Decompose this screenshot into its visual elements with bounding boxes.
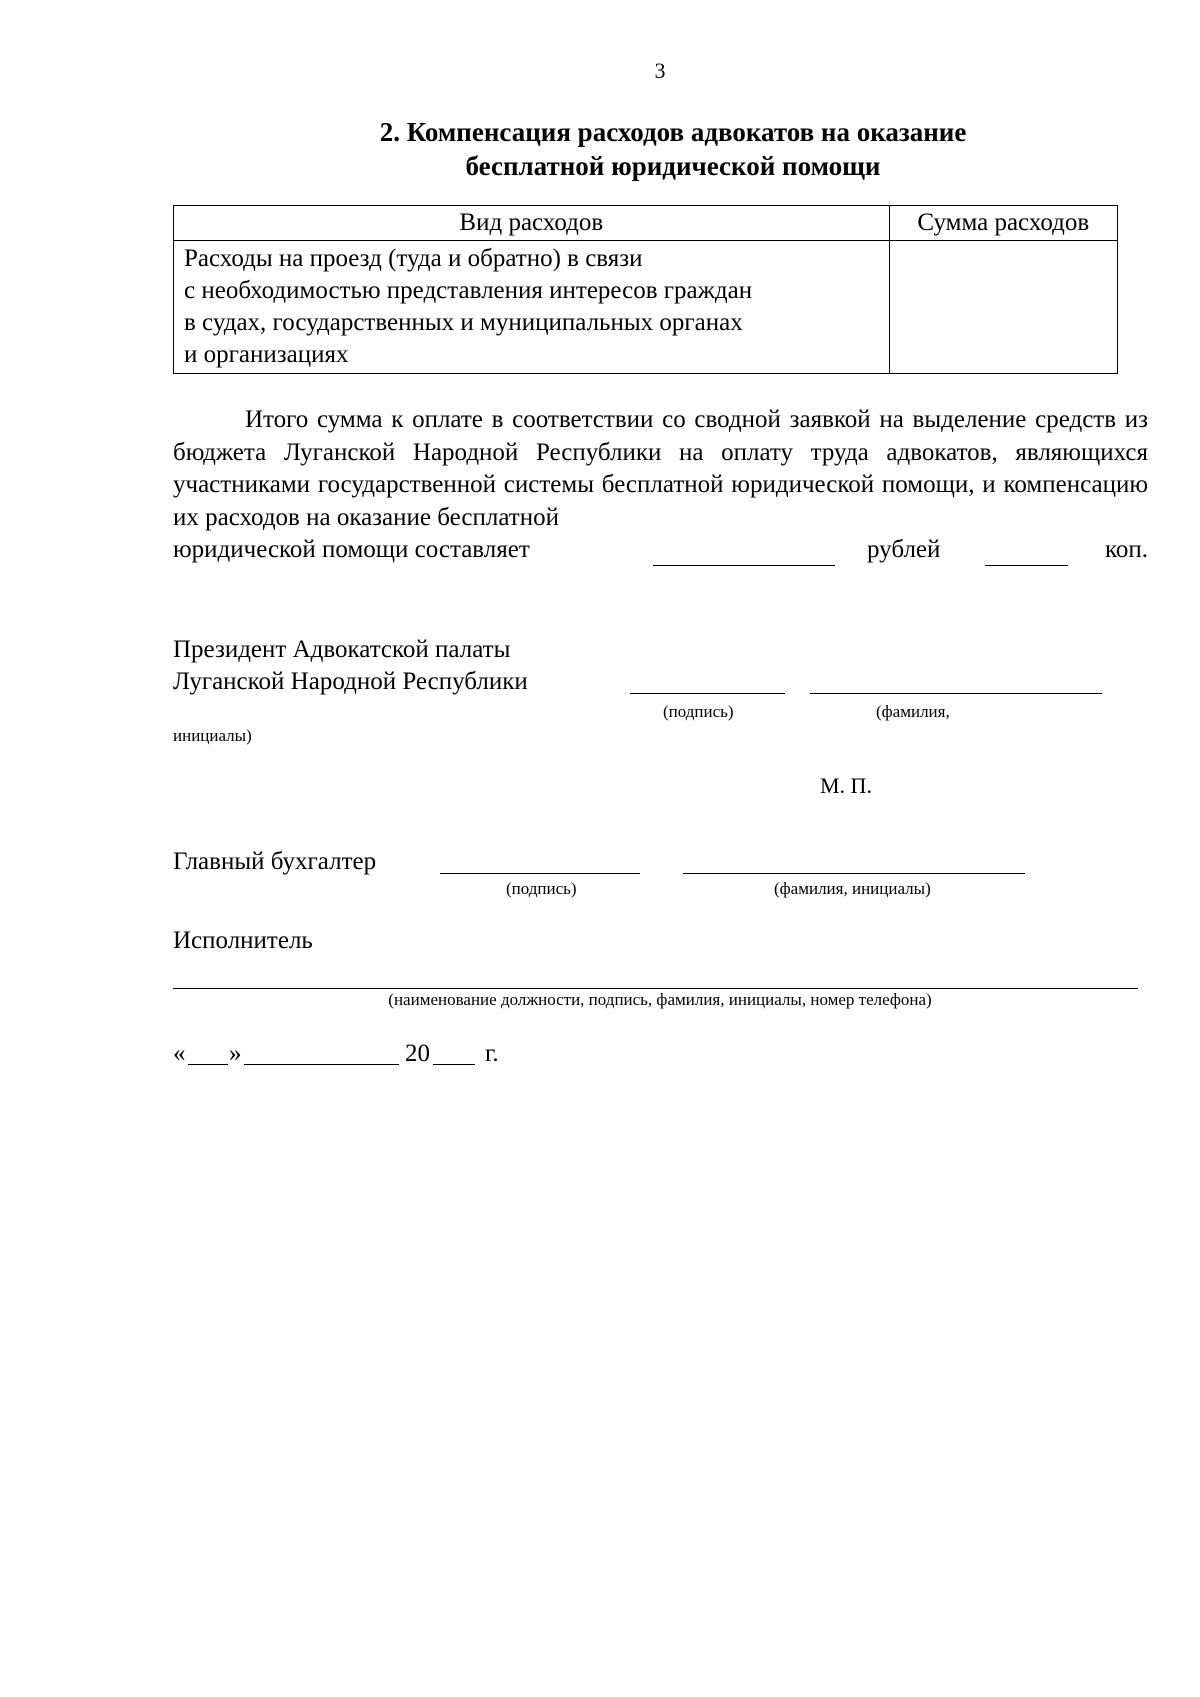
date-year-field[interactable] <box>433 1044 475 1065</box>
date-month-field[interactable] <box>244 1044 399 1065</box>
president-title-line-2: Луганской Народной Республики <box>173 668 528 695</box>
total-paragraph: Итого сумма к оплате в соответствии со сводной заявкой на выделение средств из бюджета Луганской Народной Республики на оплату труда адвокатов, являющихся участниками государственной системы бесплатной юридической помощи, и компенсацию их расходов на оказание бесплатной <box>173 406 1148 531</box>
page-number: 3 <box>654 58 666 83</box>
date-day-field[interactable] <box>188 1044 228 1065</box>
accountant-surname-caption: (фамилия, инициалы) <box>774 879 931 898</box>
rubles-amount-field[interactable] <box>653 565 835 566</box>
president-surname-caption-continued: инициалы) <box>173 726 252 745</box>
date-year-suffix: г. <box>485 1040 499 1067</box>
date-open-quote: « <box>173 1040 186 1067</box>
accountant-signature-field[interactable] <box>440 853 640 874</box>
table-header-row <box>174 206 1118 241</box>
expense-type-line: с необходимостью представления интересов граждан <box>184 277 753 304</box>
date-year-prefix: 20 <box>405 1040 430 1067</box>
president-surname-caption: (фамилия, <box>876 702 950 721</box>
header-expense-type: Вид расходов <box>174 206 890 241</box>
accountant-surname-field[interactable] <box>683 853 1025 874</box>
executor-field[interactable] <box>173 968 1138 989</box>
chief-accountant-label: Главный бухгалтер <box>173 848 377 875</box>
date-close-quote: » <box>229 1040 242 1067</box>
section-title-line-1: 2. Компенсация расходов адвокатов на оказание <box>379 117 967 147</box>
section-title <box>173 115 1173 183</box>
president-signature-field[interactable] <box>630 673 785 694</box>
kopecks-label: коп. <box>1104 536 1148 563</box>
total-last-line-text: юридической помощи составляет <box>173 536 530 563</box>
executor-label: Исполнитель <box>173 927 313 954</box>
rubles-label: рублей <box>867 536 941 563</box>
expenses-table <box>173 205 1118 374</box>
table-row <box>174 241 1118 374</box>
president-surname-field[interactable] <box>810 673 1102 694</box>
expense-type-line: в судах, государственных и муниципальных органах <box>184 309 743 336</box>
executor-caption: (наименование должности, подпись, фамилия, инициалы, номер телефона) <box>388 990 932 1009</box>
accountant-signature-caption: (подпись) <box>506 879 577 898</box>
expense-type-line: Расходы на проезд (туда и обратно) в связи <box>184 245 643 272</box>
president-title-line-1: Президент Адвокатской палаты <box>173 636 511 663</box>
expense-type-line: и организациях <box>184 341 349 368</box>
president-signature-caption: (подпись) <box>663 702 734 721</box>
kopecks-amount-field[interactable] <box>985 565 1068 566</box>
expense-amount-cell[interactable] <box>889 241 1117 374</box>
expense-type-cell <box>174 241 890 374</box>
section-title-line-2: бесплатной юридической помощи <box>465 151 881 181</box>
header-expense-amount: Сумма расходов <box>889 206 1117 241</box>
stamp-place: М. П. <box>820 773 872 798</box>
